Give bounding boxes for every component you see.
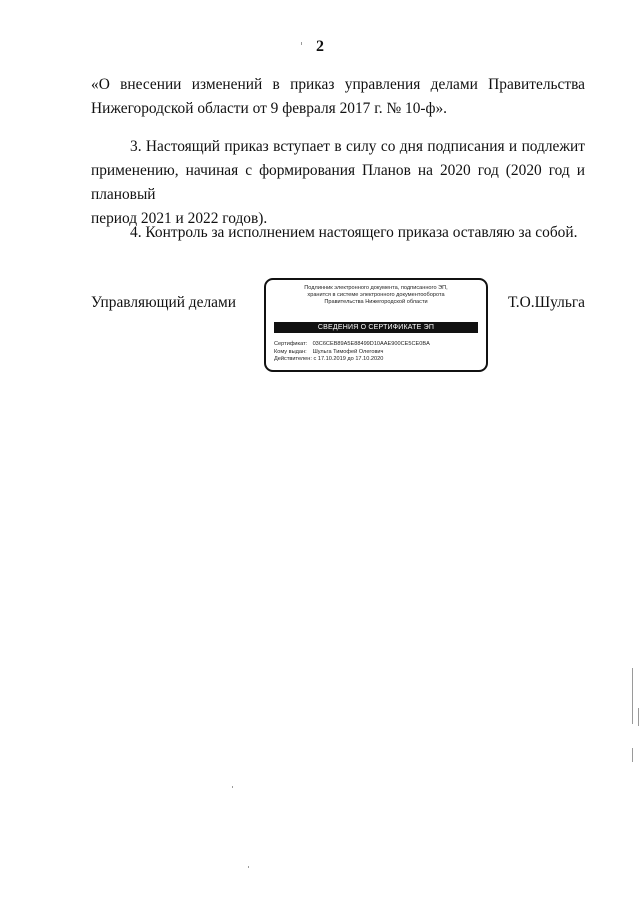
paragraph-line: 3. Настоящий приказ вступает в силу со дня подписания и подлежит	[130, 138, 585, 155]
electronic-signature-stamp	[264, 278, 488, 372]
scan-artifact	[632, 748, 633, 762]
issued-to-value: Шульга Тимофей Олегович	[312, 348, 384, 355]
paragraph-order-reference	[91, 73, 585, 121]
issued-to-label: Кому выдан:	[274, 348, 307, 355]
paragraph-line: Нижегородской области от 9 февраля 2017 г. № 10-ф».	[91, 100, 448, 117]
paragraph-point-4	[91, 221, 585, 245]
stamp-header	[272, 285, 480, 306]
stamp-header-line: Подлинник электронного документа, подписанного ЭП,	[304, 285, 448, 291]
page-number: 2	[316, 38, 324, 55]
valid-row	[274, 356, 480, 364]
signatory-position: Управляющий делами	[91, 294, 236, 311]
certificate-row	[274, 341, 480, 349]
paragraph-line: 4. Контроль за исполнением настоящего приказа оставляю за собой.	[130, 224, 578, 241]
valid-label: Действителен:	[274, 356, 312, 362]
stamp-header-line: Правительства Нижегородской области	[324, 299, 428, 305]
scan-artifact	[301, 42, 302, 45]
stamp-certificate-details	[274, 341, 480, 364]
scan-artifact	[638, 708, 639, 726]
paragraph-point-3	[91, 135, 585, 231]
certificate-value: 03C6CEB89A5E88499D10AAE900CE5CE0BA	[312, 341, 430, 347]
issued-to-row	[274, 349, 480, 357]
scan-artifact	[248, 866, 249, 868]
scan-artifact	[232, 786, 233, 788]
paragraph-line: период 2021 и 2022 годов).	[91, 210, 268, 227]
stamp-title-bar: СВЕДЕНИЯ О СЕРТИФИКАТЕ ЭП	[274, 322, 478, 333]
signatory-name: Т.О.Шульга	[507, 294, 585, 311]
paragraph-line: «О внесении изменений в приказ управления делами Правительства	[91, 76, 585, 93]
valid-value: с 17.10.2019 до 17.10.2020	[313, 356, 384, 362]
scan-artifact	[632, 668, 633, 724]
certificate-label: Сертификат:	[274, 341, 308, 347]
paragraph-line: применению, начиная с формирования Планов на 2020 год (2020 год и плановый	[91, 162, 585, 203]
stamp-header-line: хранится в системе электронного документооборота	[307, 292, 445, 298]
